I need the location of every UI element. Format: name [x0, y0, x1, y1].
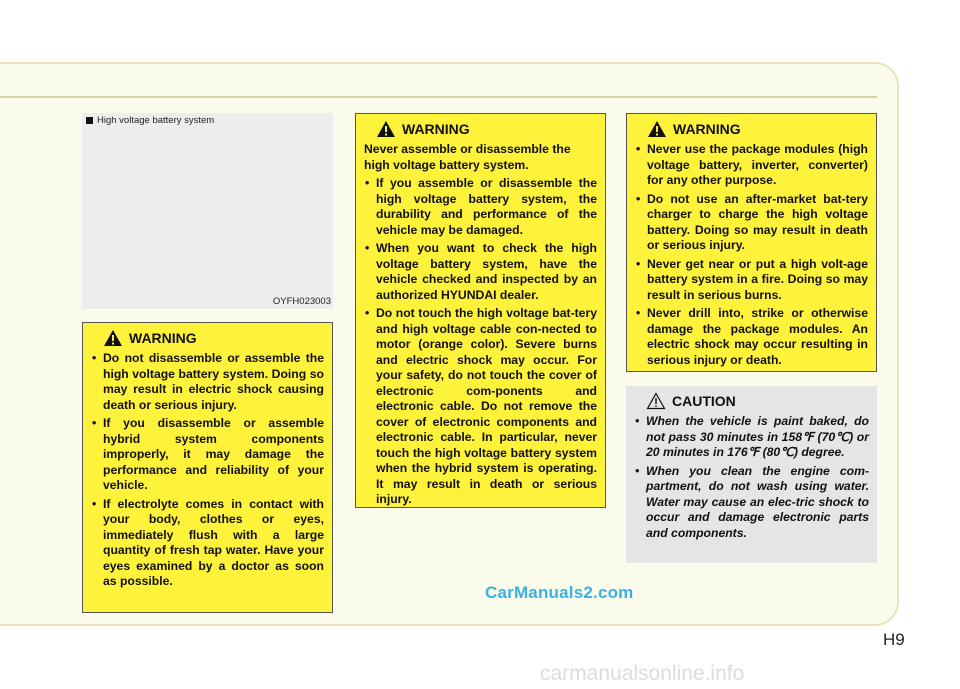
- warning-triangle-icon: [376, 120, 396, 138]
- square-bullet-icon: [86, 117, 93, 124]
- list-item: • If electrolyte comes in contact with your body, clothes or eyes, immediately flush with a large quantity of fresh tap water. Have your eyes examined by a doctor as soon as possible.: [91, 497, 324, 590]
- warning-title-text: WARNING: [402, 121, 470, 137]
- warning-title-text: WARNING: [673, 121, 741, 137]
- caution-list: [634, 414, 869, 541]
- figure-code: OYFH023003: [272, 296, 331, 307]
- warning-list: [364, 176, 597, 508]
- list-item: • Never use the package modules (high voltage battery, inverter, converter) for any other purpose.: [635, 142, 868, 189]
- warning-box-left: [82, 322, 333, 613]
- warning-title: [376, 120, 597, 138]
- list-item: • Never get near or put a high volt-age battery system in a fire. Doing so may result in serious burns.: [635, 257, 868, 304]
- warning-triangle-icon: [103, 329, 123, 347]
- list-item: • Do not use an after-market bat-tery charger to charge the high voltage battery. Doing so may result in death or serious injury.: [635, 192, 868, 254]
- list-item: • Never drill into, strike or otherwise damage the package modules. An electric shock may occur resulting in serious injury or death.: [635, 306, 868, 368]
- list-item: • When the vehicle is paint baked, do not pass 30 minutes in 158℉ (70℃) or 20 minutes in 176℉ (80℃) degree.: [634, 414, 869, 461]
- page-number: H9: [883, 630, 905, 649]
- figure-caption: [86, 115, 214, 126]
- warning-intro: Never assemble or disassemble the high voltage battery system.: [364, 142, 571, 172]
- caution-box: [626, 386, 877, 563]
- caution-title-text: CAUTION: [672, 393, 736, 409]
- header-rule: [0, 96, 877, 98]
- caution-title: [646, 392, 869, 410]
- warning-title-text: WARNING: [129, 330, 197, 346]
- footer-watermark: carmanualsonline.info: [540, 662, 745, 685]
- battery-figure: [82, 113, 333, 309]
- warning-list: [635, 142, 868, 368]
- list-item: • When you want to check the high voltage battery system, have the vehicle checked and inspected by an authorized HYUNDAI dealer.: [364, 241, 597, 303]
- warning-list: [91, 351, 324, 590]
- list-item: • When you clean the engine com-partment, do not wash using water. Water may cause an elec-tric shock to occur and damage electronic parts and components.: [634, 464, 869, 542]
- warning-box-middle: [355, 113, 606, 508]
- list-item: • Do not disassemble or assemble the high voltage battery system. Doing so may result in electric shock causing death or serious injury.: [91, 351, 324, 413]
- caution-triangle-icon: [646, 392, 666, 410]
- warning-title: [647, 120, 868, 138]
- figure-caption-text: High voltage battery system: [97, 115, 215, 126]
- warning-box-right: [626, 113, 877, 372]
- list-item: • If you assemble or disassemble the high voltage battery system, the durability and performance of the vehicle may be damaged.: [364, 176, 597, 238]
- list-item: • Do not touch the high voltage bat-tery and high voltage cable con-nected to motor (orange color). Severe burns and electric shock may occur. For your safety, do not touch the cover of electronic com-ponents and electronic cable. Do not remove the cover of electronic components and electronic cable. In particular, never touch the high voltage battery system when the hybrid system is operating. It may result in death or serious injury.: [364, 306, 597, 508]
- watermark-link[interactable]: CarManuals2.com: [485, 583, 634, 602]
- warning-triangle-icon: [647, 120, 667, 138]
- warning-title: [103, 329, 324, 347]
- list-item: • If you disassemble or assemble hybrid system components improperly, it may damage the performance and reliability of your vehicle.: [91, 416, 324, 494]
